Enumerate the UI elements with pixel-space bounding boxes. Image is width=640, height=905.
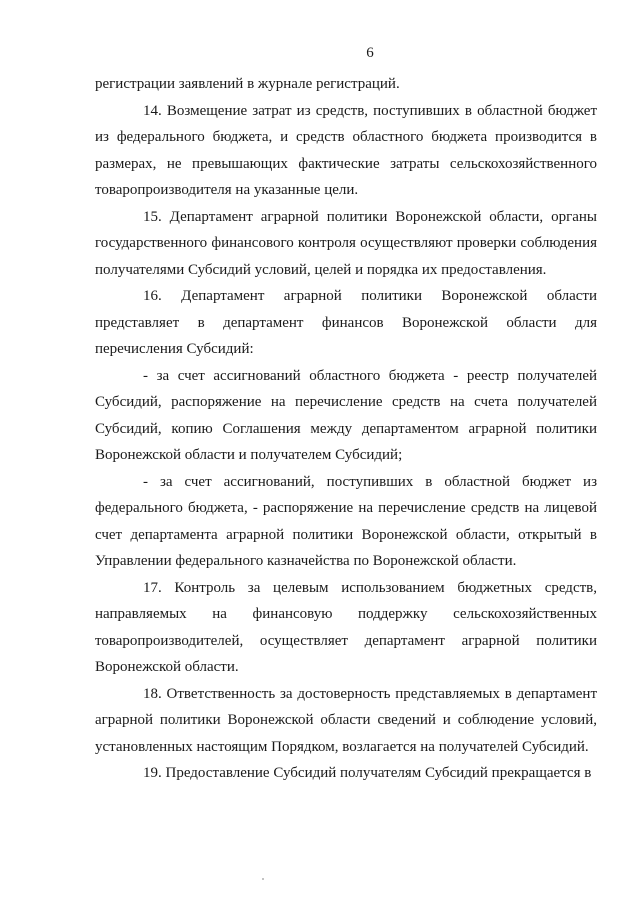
paragraph-continuation: регистрации заявлений в журнале регистраций. [95,76,400,92]
page-number: 6 [366,45,374,61]
document-text [95,71,597,787]
paragraph-item-16: 16. Департамент аграрной политики Воронежской области представляет в департамент финансов Воронежской области для перечисления Субсидий: [95,288,597,357]
paragraph-item-18: 18. Ответственность за достоверность представляемых в департамент аграрной политики Воронежской области сведений и соблюдение условий, установленных настоящим Порядком, возлагается на получателей Субсидий. [95,685,597,755]
paragraph-item-16-regional-budget: - за счет ассигнований областного бюджета - реестр получателей Субсидий, распоряжение на перечисление средств на счета получателей Субсидий, копию Соглашения между департаментом аграрной политики Воронежской области и получателем Субсидий; [95,367,597,463]
paragraph-item-16-federal-budget: - за счет ассигнований, поступивших в областной бюджет из федерального бюджета, - распоряжение на перечисление средств на лицевой счет департамента аграрной политики Воронежской области, открытый в Управлении федерального казначейства по Воронежской области. [95,473,597,569]
paragraph-item-19: 19. Предоставление Субсидий получателям Субсидий прекращается в [143,765,592,781]
scan-dot-mark [262,878,264,880]
paragraph-item-17: 17. Контроль за целевым использованием бюджетных средств, направляемых на финансовую поддержку сельскохозяйственных товаропроизводителей, осуществляет департамент аграрной политики Воронежской области. [95,579,597,675]
paragraph-item-14: 14. Возмещение затрат из средств, поступивших в областной бюджет из федерального бюджета, и средств областного бюджета производится в размерах, не превышающих фактические затраты сельскохозяйственного товаропроизводителя на указанные цели. [95,102,597,198]
paragraph-item-15: 15. Департамент аграрной политики Воронежской области, органы государственного финансового контроля осуществляют проверки соблюдения получателями Субсидий условий, целей и порядка их предоставления. [95,208,597,278]
